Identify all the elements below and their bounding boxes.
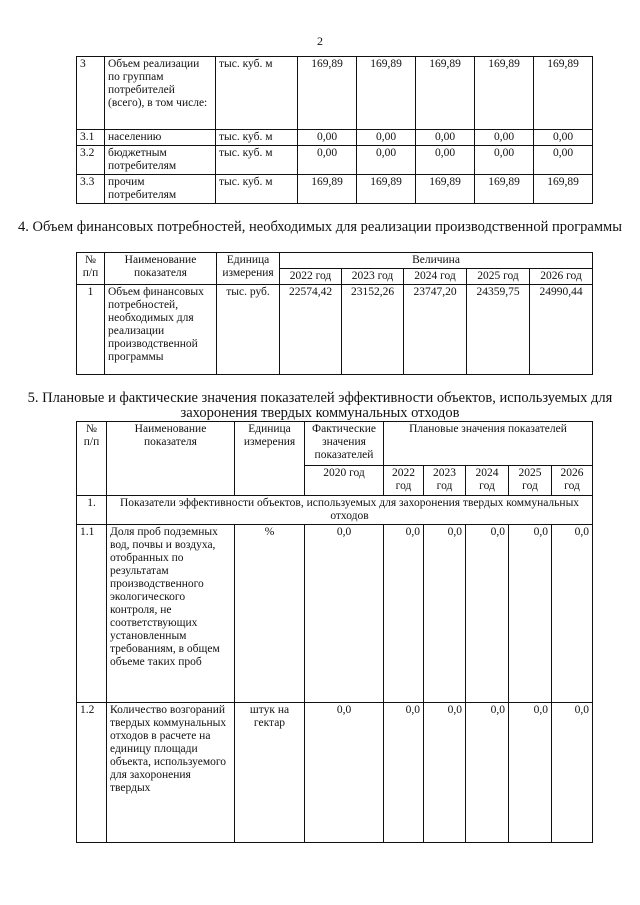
value-cell: 169,89 (357, 57, 416, 130)
row-name: бюджетным потребителям (105, 146, 216, 175)
value-cell: 0,0 (509, 703, 552, 843)
table-row (77, 175, 593, 204)
row-unit: тыс. куб. м (216, 130, 298, 146)
fact-value: 0,0 (305, 703, 384, 843)
value-cell: 0,00 (416, 130, 475, 146)
header-num: № п/п (77, 253, 105, 285)
value-cell: 169,89 (298, 175, 357, 204)
row-number: 3.2 (77, 146, 105, 175)
row-name: Объем реализации по группам потребителей (всего), в том числе: (105, 57, 216, 130)
group-number: 1. (77, 496, 107, 525)
value-cell: 0,0 (384, 525, 424, 703)
row-unit: тыс. куб. м (216, 175, 298, 204)
header-num: № п/п (77, 422, 107, 496)
value-cell: 0,00 (357, 146, 416, 175)
row-unit: тыс. куб. м (216, 57, 298, 130)
fact-year-header: 2020 год (305, 466, 384, 496)
year-header: 2023 год (424, 466, 466, 496)
header-name: Наименование показателя (107, 422, 235, 496)
page-number: 2 (317, 34, 323, 48)
value-cell: 0,00 (416, 146, 475, 175)
table-row (77, 703, 593, 843)
row-name: населению (105, 130, 216, 146)
value-cell: 24990,44 (530, 285, 593, 375)
value-cell: 0,0 (384, 703, 424, 843)
value-cell: 0,0 (466, 703, 509, 843)
fact-value: 0,0 (305, 525, 384, 703)
table-row (77, 57, 593, 130)
value-cell: 169,89 (534, 175, 593, 204)
value-cell: 169,89 (534, 57, 593, 130)
value-cell: 169,89 (475, 175, 534, 204)
row-unit: % (235, 525, 305, 703)
table-row (77, 285, 593, 375)
value-cell: 0,0 (466, 525, 509, 703)
sales-volume-table (76, 56, 593, 204)
value-cell: 169,89 (475, 57, 534, 130)
year-header: 2024 год (466, 466, 509, 496)
row-name: Количество возгораний твердых коммунальных отходов в расчете на единицу площади объекта, используемого для захоронения твердых (107, 703, 235, 843)
financial-needs-table (76, 252, 593, 375)
value-cell: 22574,42 (280, 285, 342, 375)
year-header: 2026 год (530, 269, 593, 285)
value-cell: 24359,75 (467, 285, 530, 375)
value-cell: 0,0 (509, 525, 552, 703)
table-row (77, 130, 593, 146)
year-header: 2022 год (280, 269, 342, 285)
value-cell: 169,89 (416, 57, 475, 130)
row-number: 3 (77, 57, 105, 130)
header-unit: Единица измерения (235, 422, 305, 496)
value-cell: 0,0 (424, 703, 466, 843)
value-cell: 169,89 (298, 57, 357, 130)
year-header: 2023 год (342, 269, 404, 285)
row-unit: тыс. куб. м (216, 146, 298, 175)
year-header: 2025 год (467, 269, 530, 285)
section-5-title: 5. Плановые и фактические значения показателей эффективности объектов, используемых для захоронения твердых коммунальных отходов (27, 390, 613, 421)
row-name: Доля проб подземных вод, почвы и воздуха, отобранных по результатам производственного экологического контроля, не соответствующих установленным требованиям, в общем объеме таких проб (107, 525, 235, 703)
value-cell: 0,00 (534, 130, 593, 146)
row-name: Объем финансовых потребностей, необходимых для реализации производственной программы (105, 285, 217, 375)
value-cell: 0,0 (552, 703, 593, 843)
value-cell: 0,00 (475, 130, 534, 146)
efficiency-indicators-table (76, 421, 593, 843)
header-value: Величина (280, 253, 593, 269)
header-fact: Фактические значения показателей (305, 422, 384, 466)
row-unit: штук на гектар (235, 703, 305, 843)
table-row (77, 146, 593, 175)
row-number: 3.1 (77, 130, 105, 146)
table-row (77, 525, 593, 703)
value-cell: 0,00 (475, 146, 534, 175)
year-header: 2022 год (384, 466, 424, 496)
year-header: 2025 год (509, 466, 552, 496)
group-title: Показатели эффективности объектов, используемых для захоронения твердых коммунальных отходов (107, 496, 593, 525)
year-header: 2024 год (404, 269, 467, 285)
value-cell: 0,0 (552, 525, 593, 703)
value-cell: 0,00 (298, 130, 357, 146)
year-header: 2026 год (552, 466, 593, 496)
value-cell: 0,00 (534, 146, 593, 175)
row-number: 1.1 (77, 525, 107, 703)
value-cell: 23152,26 (342, 285, 404, 375)
header-plan: Плановые значения показателей (384, 422, 593, 466)
value-cell: 169,89 (357, 175, 416, 204)
row-number: 1 (77, 285, 105, 375)
row-number: 1.2 (77, 703, 107, 843)
value-cell: 0,00 (298, 146, 357, 175)
row-number: 3.3 (77, 175, 105, 204)
value-cell: 169,89 (416, 175, 475, 204)
row-name: прочим потребителям (105, 175, 216, 204)
section-4-title: 4. Объем финансовых потребностей, необходимых для реализации производственной программы (18, 219, 622, 235)
header-unit: Единица измерения (217, 253, 280, 285)
value-cell: 0,0 (424, 525, 466, 703)
value-cell: 23747,20 (404, 285, 467, 375)
value-cell: 0,00 (357, 130, 416, 146)
row-unit: тыс. руб. (217, 285, 280, 375)
header-name: Наименование показателя (105, 253, 217, 285)
